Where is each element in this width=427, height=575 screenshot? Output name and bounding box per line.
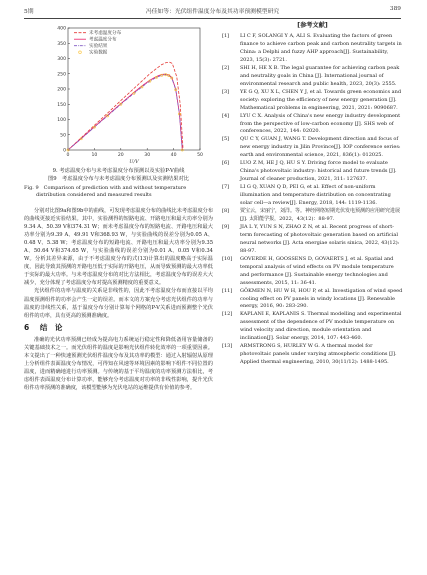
left-body (24, 207, 213, 392)
y-tick-label: 150 (57, 102, 66, 108)
y-tick-label: 350 (57, 41, 66, 47)
figure-caption-en-1: Fig. 9 Comparison of prediction with and without temperature (24, 185, 187, 191)
reference-text: 贾宝云，宋丽宁，刘洋。等。神经网络短期光伏发电预测的应用研究进展[J]. 太阳能学报，2022，43(12)：88-97. (240, 208, 401, 222)
section-heading (24, 324, 213, 332)
legend-label: 未考虑温度分布 (89, 31, 122, 36)
series-line (68, 62, 183, 150)
reference-item (222, 113, 403, 137)
reference-item (222, 136, 403, 160)
y-tick-label: 0 (63, 148, 66, 154)
reference-item (222, 224, 403, 256)
x-axis-label: U/V (129, 159, 139, 165)
x-tick-label: 0 (66, 153, 70, 158)
section-number: 6 (24, 322, 30, 332)
reference-number: [6] (222, 160, 230, 167)
legend-label: 考虑温度分布 (89, 37, 117, 43)
legend-marker (79, 51, 82, 54)
references-heading: [参考文献] (297, 22, 328, 29)
series-line (68, 75, 182, 150)
reference-text: SHI H, HE X B. The legal guarantee for achieving carbon peak and neutrality goals in China [J]. International journal of environmental research and public health, 2023, 20(3): 2555. (240, 64, 400, 87)
figure-caption-cn: 图9 考虑温度分布与未考虑温度分布预测以及实测结果对比 (47, 175, 190, 182)
reference-text: GÖKMEN N, HU W H, HOU P, et al. Investigation of wind speed cooling effect on PV panels in windy locations [J]. Renewable energy, 2016, 90: 283-290. (240, 287, 403, 310)
reference-item (222, 343, 403, 367)
reference-text: GOVERDE H, GOOSSENS D, GOVAERTS J, et al. Spatial and temporal analysis of wind effects on PV module temperature and performance [J]. Sustainable energy technologies and assessments, 2015, 11: 36-41. (240, 255, 394, 286)
plot-frame (68, 28, 200, 150)
x-tick-label: 40 (170, 153, 177, 158)
legend-label: 实验结果 (89, 44, 108, 49)
reference-item (222, 208, 403, 224)
figure-subcaption: 9. 考虑温度分布与未考虑温度分布预测以及实验P-V曲线 (52, 168, 185, 174)
body-paragraph: 分别对比图9a和图9b中的曲线，可发现考虑温度分布的曲线比未考虑温度分布的曲线更接近实验结果。其中，实验测得的短路电流、开路电压和最大功率分别为9.34 A、50.39 V和374.31 W；而未考虑温度分布的短路电流、开路电压和最大功率分别为9.39 A、49.91 V和368.93 W，与实验曲线的误差分别为0.05 A、0.48 V、5.38 W；考虑温度分布的短路电流、开路电压和最大功率分别为9.35 A、50.64 V和374.65 W，与实验曲线的误差分别为0.01 A、0.05 V和0.34 W。分析其差异来源，由于不考虑温度分布的式(13)计算出的温度略高于实际温度，因此导致其预测的开路电压低于实际的开路电压，从而导致预测的最大功率低于实际的最大功率。与未考虑温度分布的对比方法相比，考虑温度分布的误差大大减少，充分体现了考虑温度分布对提高预测精度的重要意义。 (24, 208, 214, 287)
reference-text: JIA L Y, YUN S N, ZHAO Z N, et al. Recent progress of short-term forecasting of photovoltaic generation based on artificial neural networks [J]. Acta energiae solaris sinica, 2022, 43(12): 88-97. (240, 223, 400, 254)
conclusion-paragraph: 准确的光伏功率预测已经成为提高电力系统运行稳定性和降低备用容量储备的关键基础技术之一。而光伏组件的温度是影响光伏组件转化效率的一项重要因素。本文提出了一种快速预测光伏组件温度分布及其功率的模型：通过入射辐射从原理上分析组件表面温度分布情况，可得知在风速等环境因素的影响下组件不同位置的温度，进而精确地进行功率预测。与传统的基于平均温度的功率预测方法相比，考虑组件表面温度分布计算功率，能够充分考虑温度对功率的非线性影响，提升光伏组件功率预测的准确度，该模型能够为光伏电站的运维提供有价值的参考。 (24, 336, 213, 391)
series-line (68, 74, 182, 150)
references (222, 22, 403, 367)
y-tick-label: 100 (57, 118, 66, 124)
reference-text: LYU C X. Analysis of China's new energy industry development from the perspective of low-carbon economy [J]. SHS web of conferences, 2022, 144: 02020. (240, 112, 401, 135)
reference-number: [10] (222, 255, 233, 262)
reference-number: [11] (222, 287, 233, 294)
reference-text: KAPLANI E, KAPLANIS S. Thermal modelling and experimental assessment of the dependence of PV module temperature on wind velocity and direction, module orientation and inclination[J]. Solar energy, 2014, 107: 443-460. (240, 311, 402, 342)
y-tick-label: 200 (57, 87, 66, 93)
x-tick-label: 50 (197, 153, 203, 158)
figure-caption-block (24, 168, 213, 199)
reference-number: [2] (222, 64, 230, 71)
reference-text: ARMSTRONG S, HURLEY W G. A thermal model for photovoltaic panels under varying atmospheric conditions [J]. Applied thermal engineering, 2010, 30(11/12): 1488-1495. (240, 343, 397, 366)
reference-list (222, 33, 403, 367)
reference-number: [9] (222, 223, 230, 230)
reference-number: [13] (222, 343, 233, 350)
reference-text: LI G Q, XUAN Q D, PEI G, et al. Effect of non-uniform illumination and temperature distribution on concentrating solar cell—a review[J]. Energy, 2018, 144: 1119-1136. (240, 184, 391, 207)
reference-item (222, 311, 403, 343)
reference-text: QU C Y, GUAN J, WANG T. Development direction and focus of new energy industry in Jilin Province[J]. IOP conference series: earth and environmental science, 2021, 836(1): 012025. (240, 136, 401, 159)
y-tick-label: 400 (57, 26, 66, 32)
header-rule (24, 18, 401, 19)
left-column (24, 22, 213, 170)
reference-number: [3] (222, 88, 230, 95)
reference-number: [8] (222, 208, 230, 215)
reference-item (222, 65, 403, 89)
reference-item (222, 184, 403, 208)
x-tick-label: 20 (117, 153, 124, 158)
reference-number: [5] (222, 136, 230, 143)
reference-item (222, 89, 403, 113)
x-tick-label: 30 (144, 153, 151, 158)
reference-number: [7] (222, 184, 230, 191)
reference-item (222, 160, 403, 184)
x-tick-label: 10 (91, 153, 98, 158)
reference-text: LI C F, SOLANGI Y A, ALI S. Evaluating the factors of green finance to achieve carbon peak and carbon neutrality targets in China: a Delphi and fuzzy AHP approach[J]. Sustainability, 2023, 15(3): 2721. (240, 33, 402, 63)
legend-label: 实验数据 (89, 50, 108, 56)
reference-number: [1] (222, 33, 230, 40)
y-tick-label: 50 (60, 133, 66, 139)
reference-text: YE G Q, XU X L, CHEN Y J, et al. Towards green economics and society: exploring the efficiency of new energy generation [J]. Mathematical problems in engineering, 2021, 2021: 9090687. (240, 88, 402, 111)
pv-curve-chart (24, 22, 213, 170)
y-tick-label: 300 (57, 57, 66, 63)
running-title: 冯佳如等：光伏组件温度分布及其功率预测模型研究 (145, 9, 280, 15)
y-tick-label: 250 (57, 72, 66, 78)
running-header (24, 6, 401, 18)
page-number: 389 (389, 6, 401, 12)
reference-item (222, 256, 403, 288)
section-title: 结 论 (39, 322, 63, 332)
reference-item (222, 288, 403, 312)
reference-number: [12] (222, 311, 233, 318)
reference-item (222, 33, 403, 65)
figure-caption-en-2: distribution considered and measured results (36, 192, 152, 198)
issue-number: 5期 (24, 9, 34, 15)
reference-text: LUO Z M, HE J Q, HU S Y. Driving force model to evaluate China's photovoltaic industry: historical and future trends [J]. Journal of cleaner production, 2021, 311: 127637. (240, 160, 397, 183)
reference-number: [4] (222, 112, 230, 119)
body-paragraph: 光伏组件的功率与温度的关系是非线性的，因此不考虑温度分布而直接以平均温度预测组件的功率会产生一定的误差。而本文的方案充分考虑光伏组件的功率与温度的非线性关系，基于温度分布分别计算每个网格的P-V关系进而预测整个光伏组件的功率，具有更高的预测准确度。 (24, 288, 213, 319)
